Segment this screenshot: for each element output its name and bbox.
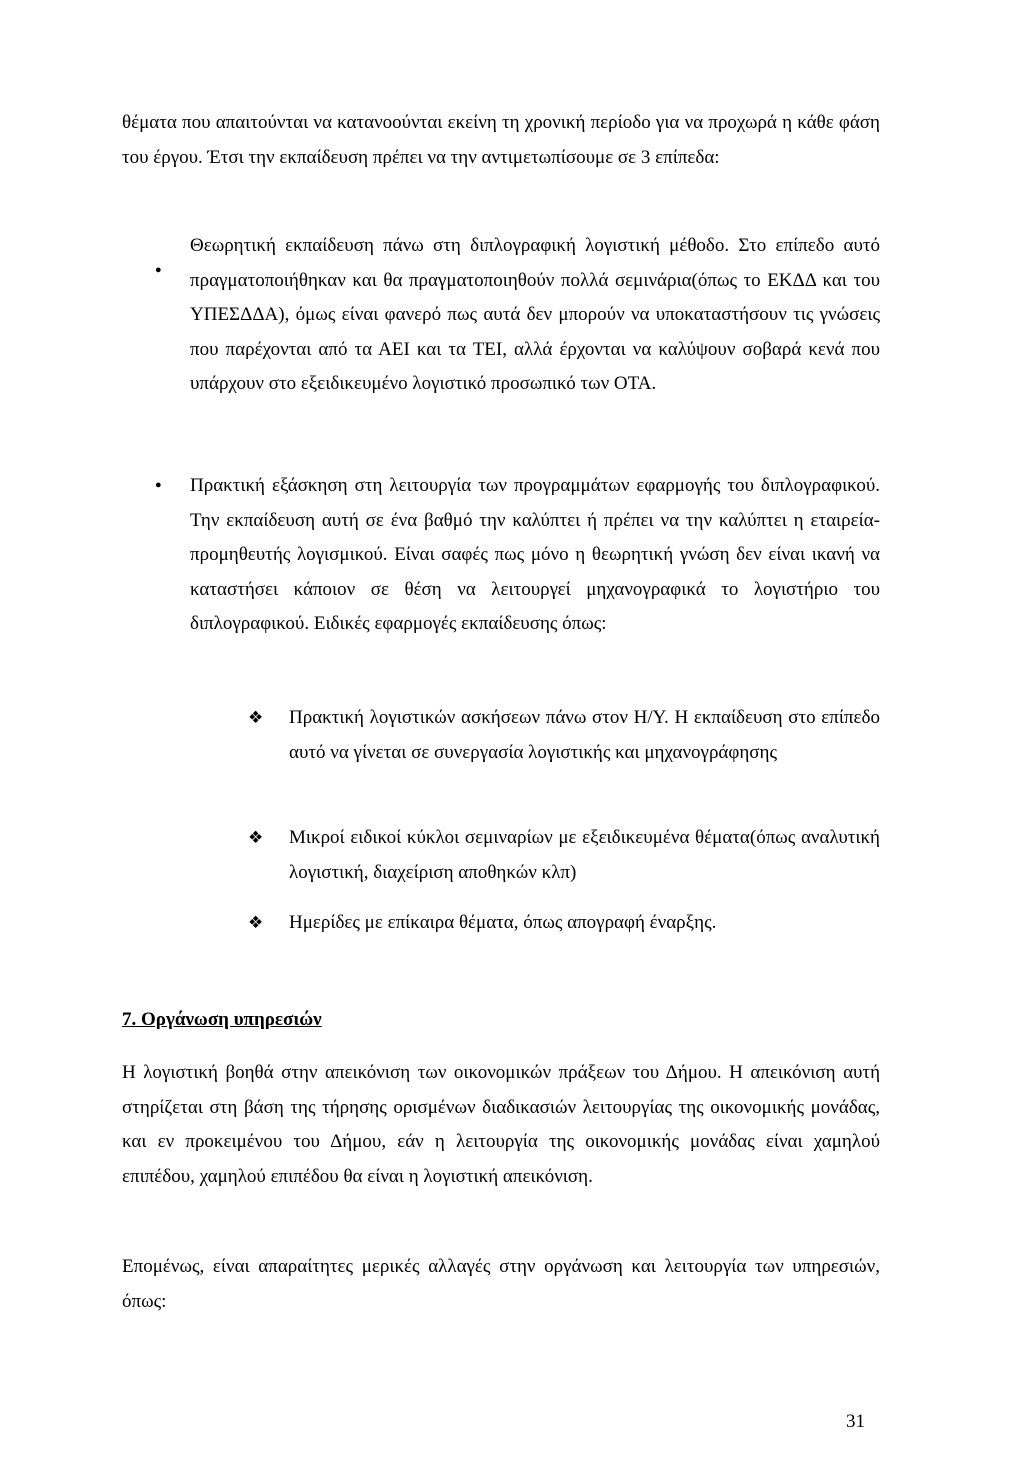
sub-bullet-item-seminars: Μικροί ειδικοί κύκλοι σεμιναρίων με εξειδικευμένα θέματα(όπως αναλυτική λογιστική, διαχείριση αποθηκών κλπ) xyxy=(289,827,880,883)
bullet-dot-icon: ● xyxy=(155,479,162,491)
page-number: 31 xyxy=(846,1411,865,1432)
bullet-item-practical-training: Πρακτική εξάσκηση στη λειτουργία των προγραμμάτων εφαρμογής του διπλογραφικού. Την εκπαίδευση αυτή σε ένα βαθμό την καλύπτει ή πρέπει να την καλύπτει η εταιρεία-προμηθευτής λογισμικού. Είναι σαφές πως μόνο η θεωρητική γνώση δεν είναι ικανή να καταστήσει κάποιον σε θέση να λειτουργεί μηχανογραφικά το λογιστήριο του διπλογραφικού. Ειδικές εφαρμογές εκπαίδευσης όπως: xyxy=(190,475,880,634)
diamond-bullet-icon: ❖ xyxy=(248,828,264,848)
intro-paragraph: θέματα που απαιτούνται να κατανοούνται εκείνη τη χρονική περίοδο για να προχωρά η κάθε φάση του έργου. Έτσι την εκπαίδευση πρέπει να την αντιμετωπίσουμε σε 3 επίπεδα: xyxy=(122,112,880,168)
sub-bullet-item-exercises: Πρακτική λογιστικών ασκήσεων πάνω στον Η/Υ. Η εκπαίδευση στο επίπεδο αυτό να γίνεται σε συνεργασία λογιστικής και μηχανογράφησης xyxy=(289,707,880,763)
diamond-bullet-icon: ❖ xyxy=(248,708,264,728)
body-paragraph-accounting: Η λογιστική βοηθά στην απεικόνιση των οικονομικών πράξεων του Δήμου. Η απεικόνιση αυτή στηρίζεται στη βάση της τήρησης ορισμένων διαδικασιών λειτουργίας της οικονομικής μονάδας, και εν προκειμένου του Δήμου, εάν η λειτουργία της οικονομικής μονάδας είναι χαμηλού επιπέδου, χαμηλού επιπέδου θα είναι η λογιστική απεικόνιση. xyxy=(122,1062,880,1187)
bullet-dot-icon: ● xyxy=(155,264,162,276)
body-paragraph-changes: Επομένως, είναι απαραίτητες μερικές αλλαγές στην οργάνωση και λειτουργία των υπηρεσιών, όπως: xyxy=(122,1256,880,1312)
sub-bullet-item-workshops: Ημερίδες με επίκαιρα θέματα, όπως απογραφή έναρξης. xyxy=(289,912,717,933)
section-heading: 7. Οργάνωση υπηρεσιών xyxy=(122,1009,322,1030)
bullet-item-theoretical-training: Θεωρητική εκπαίδευση πάνω στη διπλογραφική λογιστική μέθοδο. Στο επίπεδο αυτό πραγματοποιήθηκαν και θα πραγματοποιηθούν πολλά σεμινάρια(όπως το ΕΚΔΔ και του ΥΠΕΣΔΔΑ), όμως είναι φανερό πως αυτά δεν μπορούν να υποκαταστήσουν τις γνώσεις που παρέχονται από τα ΑΕΙ και τα ΤΕΙ, αλλά έρχονται να καλύψουν σοβαρά κενά που υπάρχουν στο εξειδικευμένο λογιστικό προσωπικό των ΟΤΑ. xyxy=(190,235,880,394)
diamond-bullet-icon: ❖ xyxy=(248,913,264,933)
